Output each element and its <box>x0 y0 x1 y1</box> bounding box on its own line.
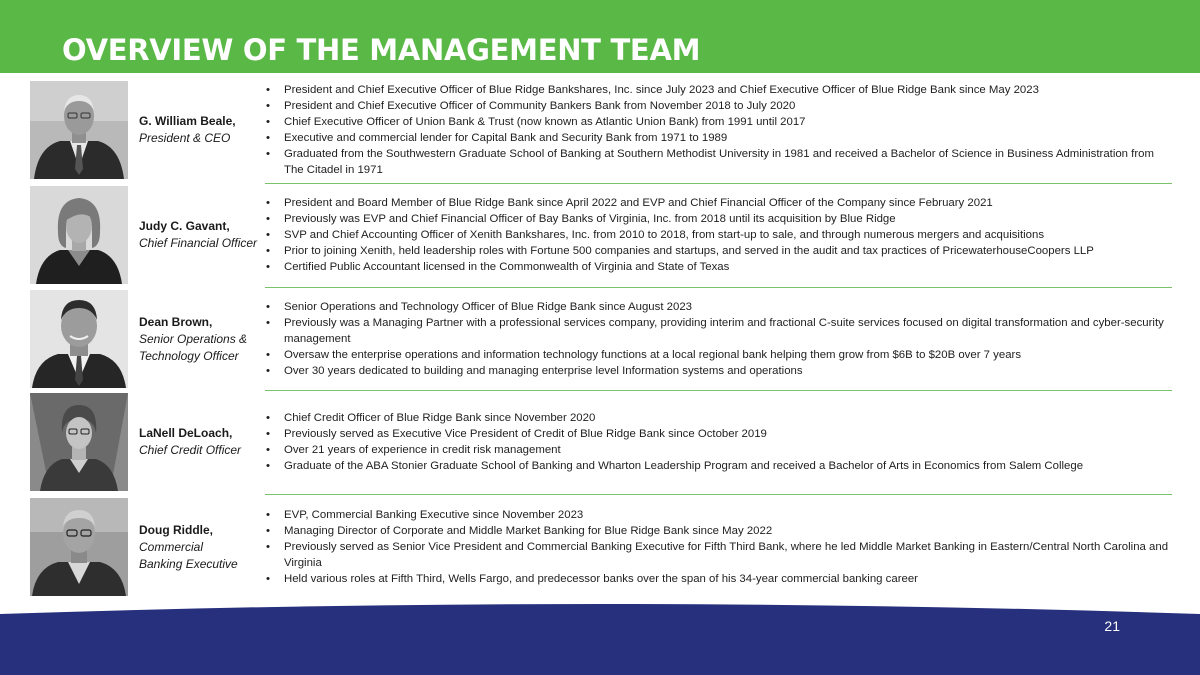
name-block-beale <box>139 81 264 179</box>
bio-item: • Previously was a Managing Partner with a professional services company, providing interim and fractional C-suite services focused on digital transformation and cyber-security management <box>265 315 1170 347</box>
footer-band <box>0 600 1200 675</box>
photo-brown <box>30 290 128 388</box>
header-banner <box>0 0 1200 73</box>
bio-item: • Chief Credit Officer of Blue Ridge Bank since November 2020 <box>265 410 1170 426</box>
bio-item: • Previously was EVP and Chief Financial Officer of Bay Banks of Virginia, Inc. from 2018 until its acquisition by Blue Ridge <box>265 211 1170 227</box>
bio-list-riddle <box>265 498 1170 596</box>
bio-item: • Over 21 years of experience in credit risk management <box>265 442 1170 458</box>
bio-list-brown <box>265 290 1170 388</box>
member-title: Chief Financial Officer <box>139 236 258 250</box>
bio-item: • Executive and commercial lender for Capital Bank and Security Bank from 1971 to 1989 <box>265 130 1170 146</box>
bio-item: • Graduated from the Southwestern Graduate School of Banking at Southern Methodist University in 1981 and received a Bachelor of Science in Business Administration from The Citadel in 1971 <box>265 146 1170 178</box>
name-block-brown <box>139 290 264 388</box>
bio-item: • Oversaw the enterprise operations and information technology functions at a local regional bank helping them grow from $6B to $20B over 7 years <box>265 347 1170 363</box>
bio-item: • Previously served as Senior Vice President and Commercial Banking Executive for Fifth Third Bank, where he led Middle Market Banking in Eastern/Central North Carolina and Virginia <box>265 539 1170 571</box>
member-name: Judy C. Gavant, <box>139 219 230 233</box>
bio-item: • Previously served as Executive Vice President of Credit of Blue Ridge Bank since October 2019 <box>265 426 1170 442</box>
member-row-brown <box>30 290 1172 388</box>
member-name: Dean Brown, <box>139 314 213 329</box>
member-row-gavant <box>30 186 1172 284</box>
bio-list-beale <box>265 81 1170 179</box>
bio-list-gavant <box>265 186 1170 284</box>
member-title: President & CEO <box>139 131 231 145</box>
name-block-riddle <box>139 498 264 596</box>
member-name: G. William Beale, <box>139 114 236 128</box>
member-title: Chief Credit Officer <box>139 443 242 457</box>
member-row-beale <box>30 81 1172 179</box>
bio-item: • President and Board Member of Blue Ridge Bank since April 2022 and EVP and Chief Financial Officer of the Company since February 2021 <box>265 195 1170 211</box>
bio-item: • EVP, Commercial Banking Executive since November 2023 <box>265 507 1170 523</box>
bio-item: • President and Chief Executive Officer of Blue Ridge Bankshares, Inc. since July 2023 and Chief Executive Officer of Blue Ridge Bank since May 2023 <box>265 82 1170 98</box>
photo-riddle <box>30 498 128 596</box>
divider <box>265 287 1172 288</box>
bio-item: • Graduate of the ABA Stonier Graduate School of Banking and Wharton Leadership Program and received a Bachelor of Arts in Economics from Salem College <box>265 458 1170 474</box>
name-block-gavant <box>139 186 264 284</box>
divider <box>265 183 1172 184</box>
member-title: Senior Operations & <box>139 331 248 346</box>
member-name: Doug Riddle, <box>139 522 213 537</box>
bio-item: • SVP and Chief Accounting Officer of Xenith Bankshares, Inc. from 2010 to 2018, from start-up to sale, and through numerous mergers and acquisitions <box>265 227 1170 243</box>
bio-item: • Held various roles at Fifth Third, Wells Fargo, and predecessor banks over the span of his 34-year commercial banking career <box>265 571 1170 587</box>
bio-item: • Managing Director of Corporate and Middle Market Banking for Blue Ridge Bank since May 2022 <box>265 523 1170 539</box>
member-name: LaNell DeLoach, <box>139 426 233 440</box>
bio-item: • Prior to joining Xenith, held leadership roles with Fortune 500 companies and startups, and served in the audit and tax practices of PricewaterhouseCoopers LLP <box>265 243 1170 259</box>
bio-item: • Over 30 years dedicated to building and managing enterprise level Information systems and operations <box>265 363 1170 379</box>
member-title-cont: Banking Executive <box>139 556 238 571</box>
member-title: Commercial <box>139 539 204 554</box>
member-row-riddle <box>30 498 1172 596</box>
page-title: OVERVIEW OF THE MANAGEMENT TEAM <box>62 33 701 67</box>
member-title-cont: Technology Officer <box>139 348 239 363</box>
bio-item: • President and Chief Executive Officer of Community Bankers Bank from November 2018 to July 2020 <box>265 98 1170 114</box>
name-block-deloach <box>139 393 264 491</box>
photo-deloach <box>30 393 128 491</box>
bio-item: • Senior Operations and Technology Officer of Blue Ridge Bank since August 2023 <box>265 299 1170 315</box>
page-number: 21 <box>1104 618 1120 634</box>
bio-item: • Certified Public Accountant licensed in the Commonwealth of Virginia and State of Texas <box>265 259 1170 275</box>
bio-list-deloach <box>265 393 1170 491</box>
divider <box>265 390 1172 391</box>
divider <box>265 494 1172 495</box>
member-row-deloach <box>30 393 1172 491</box>
photo-gavant <box>30 186 128 284</box>
bio-item: • Chief Executive Officer of Union Bank & Trust (now known as Atlantic Union Bank) from 1991 until 2017 <box>265 114 1170 130</box>
photo-beale <box>30 81 128 179</box>
